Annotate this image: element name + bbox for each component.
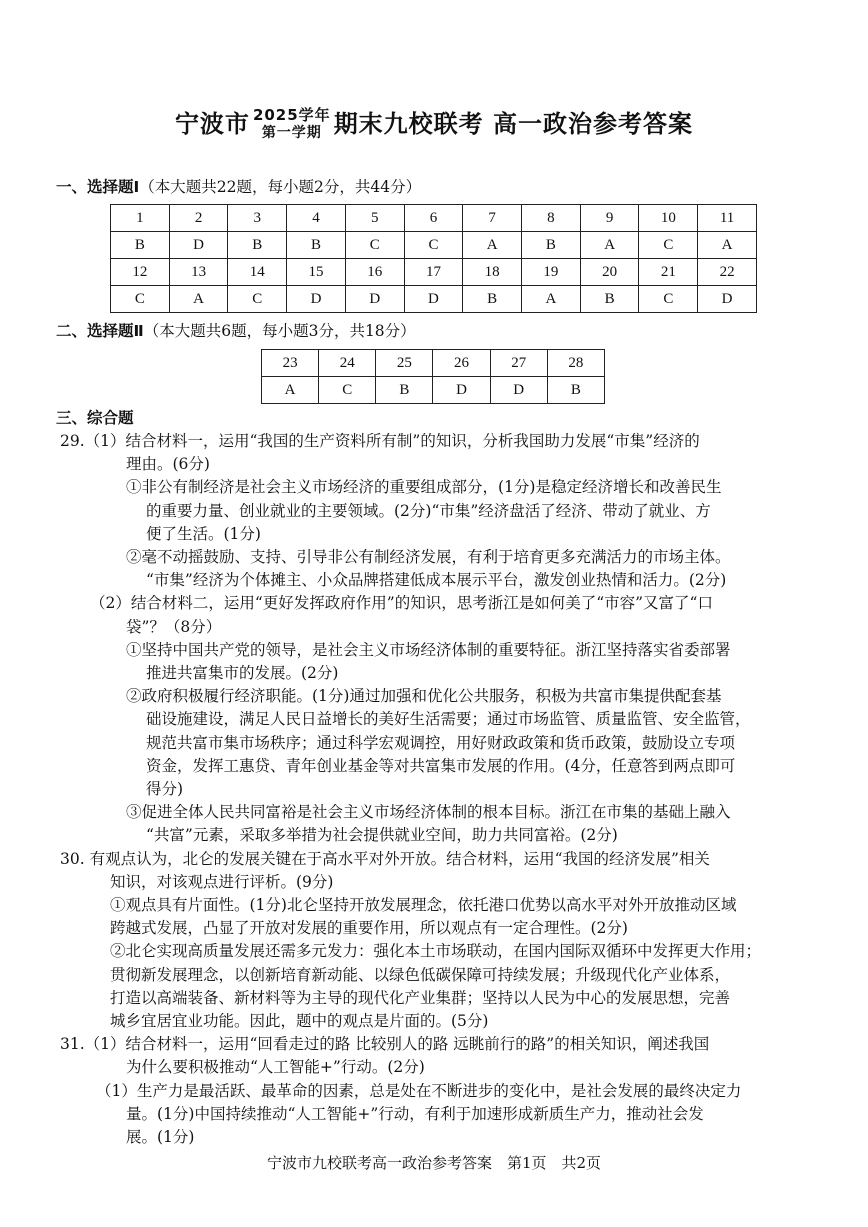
table-cell: A — [522, 286, 581, 313]
section1-heading: 一、选择题Ⅰ — [56, 178, 140, 196]
answer-line: （1）生产力是最活跃、最革命的因素，总是处在不断进步的变化中，是社会发展的最终决定力 — [96, 1081, 742, 1100]
answer-line: 便了生活。(1分) — [146, 524, 261, 543]
table-cell: B — [580, 286, 639, 313]
answer-line: ①非公有制经济是社会主义市场经济的重要组成部分，(1分)是稳定经济增长和改善民生 — [126, 478, 722, 497]
table-cell: D — [433, 377, 490, 404]
table-cell: C — [111, 286, 170, 313]
answer-line: 跨越式发展，凸显了开放对发展的重要作用，所以观点有一定合理性。(2分) — [110, 919, 628, 938]
table-cell: C — [345, 232, 404, 259]
section3-header — [56, 407, 134, 429]
answer-table-1 — [110, 204, 757, 313]
table-cell: 21 — [639, 259, 698, 286]
table-row — [111, 286, 757, 313]
table-cell: 3 — [228, 205, 287, 232]
table-row — [262, 350, 605, 377]
table-row — [111, 205, 757, 232]
answer-line: 城乡宜居宜业功能。因此，题中的观点是片面的。(5分) — [110, 1012, 489, 1030]
table-cell: 8 — [522, 205, 581, 232]
answer-line: 规范共富市集市场秩序；通过科学宏观调控，用好财政政策和货币政策，鼓励设立专项 — [146, 733, 736, 752]
answer-line: 础设施建设，满足人民日益增长的美好生活需要；通过市场监管、质量监管、安全监管， — [146, 710, 751, 729]
title-prefix: 宁波市 — [174, 110, 250, 138]
table-cell: A — [580, 232, 639, 259]
answer-line: 理由。(6分) — [126, 455, 210, 474]
answer-line: （2）结合材料二，运用“更好发挥政府作用”的知识，思考浙江是如何美了“市容”又富了“口 — [90, 594, 713, 613]
table-cell: B — [111, 232, 170, 259]
table-cell: A — [698, 232, 757, 259]
answer-line: ①观点具有片面性。(1分)北仑坚持开放发展理念，依托港口优势以高水平对外开放推动区域 — [110, 896, 737, 914]
table-cell: 12 — [111, 259, 170, 286]
answer-line: 得分) — [146, 780, 184, 798]
table-cell: C — [319, 377, 376, 404]
table-cell: C — [639, 232, 698, 259]
answer-line: ②北仑实现高质量发展还需多元发力：强化本土市场联动，在国内国际双循环中发挥更大作用； — [110, 942, 762, 961]
table-cell: 23 — [262, 350, 319, 377]
table-cell: 17 — [404, 259, 463, 286]
title-term: 第一学期 — [261, 125, 322, 141]
table-cell: 26 — [433, 350, 490, 377]
table-cell: C — [404, 232, 463, 259]
answer-line: “共富”元素，采取多举措为社会提供就业空间，助力共同富裕。(2分) — [146, 826, 618, 845]
table-cell: D — [169, 232, 228, 259]
table-cell: A — [262, 377, 319, 404]
answer-line: 31.（1）结合材料一，运用“回看走过的路 比较别人的路 远眺前行的路”的相关知识，阐述我国 — [60, 1035, 710, 1054]
table-cell: 20 — [580, 259, 639, 286]
table-cell: 2 — [169, 205, 228, 232]
answer-line: 30. 有观点认为，北仑的发展关键在于高水平对外开放。结合材料，运用“我国的经济发展”相关 — [60, 849, 710, 868]
answer-line: 量。(1分)中国持续推动“人工智能+”行动，有利于加速形成新质生产力，推动社会发 — [126, 1104, 704, 1123]
section2-heading: 二、选择题Ⅱ — [56, 322, 144, 340]
answer-line: 的重要力量、创业就业的主要领域。(2分)“市集”经济盘活了经济、带动了就业、方 — [146, 501, 711, 520]
table-cell: 5 — [345, 205, 404, 232]
table-cell: A — [463, 232, 522, 259]
table-cell: C — [228, 286, 287, 313]
table-cell: 27 — [490, 350, 547, 377]
table-cell: 25 — [376, 350, 433, 377]
section2-note: （本大题共6题，每小题3分，共18分） — [143, 322, 416, 340]
title-suffix: 期末九校联考 高一政治参考答案 — [333, 110, 694, 138]
table-cell: B — [522, 232, 581, 259]
answer-line: 展。(1分) — [126, 1128, 195, 1146]
table-cell: 18 — [463, 259, 522, 286]
table-cell: 6 — [404, 205, 463, 232]
table-cell: D — [345, 286, 404, 313]
answer-line: ②毫不动摇鼓励、支持、引导非公有制经济发展，有利于培育更多充满活力的市场主体。 — [126, 548, 731, 566]
section3-heading: 三、综合题 — [56, 409, 134, 427]
section1-note: （本大题共22题，每小题2分，共44分） — [139, 178, 422, 196]
table-cell: 19 — [522, 259, 581, 286]
table-cell: 11 — [698, 205, 757, 232]
answer-line: ①坚持中国共产党的领导，是社会主义市场经济体制的重要特征。浙江坚持落实省委部署 — [126, 640, 731, 659]
answer-line: 贯彻新发展理念，以创新培育新动能、以绿色低碳保障可持续发展；升级现代化产业体系， — [110, 965, 731, 984]
answer-line: 袋”？（8分） — [126, 617, 222, 636]
answer-line: ③促进全体人民共同富裕是社会主义市场经济体制的根本目标。浙江在市集的基础上融入 — [126, 803, 731, 822]
table-cell: 16 — [345, 259, 404, 286]
answer-line: “市集”经济为个体摊主、小众品牌搭建低成本展示平台，激发创业热情和活力。(2分) — [146, 571, 727, 590]
answer-line: 资金，发挥工惠贷、青年创业基金等对共富集市发展的作用。(4分，任意答到两点即可 — [146, 756, 736, 775]
page-footer: 宁波市九校联考高一政治参考答案 第1页 共2页 — [266, 1154, 602, 1172]
table-cell: B — [228, 232, 287, 259]
table-cell: 22 — [698, 259, 757, 286]
table-cell: B — [376, 377, 433, 404]
table-cell: 9 — [580, 205, 639, 232]
table-cell: B — [287, 232, 346, 259]
table-cell: 13 — [169, 259, 228, 286]
table-cell: 15 — [287, 259, 346, 286]
title-stack — [253, 106, 331, 142]
answer-line: 知识，对该观点进行评析。(9分) — [110, 872, 334, 891]
section1-header — [56, 176, 421, 198]
table-row — [262, 377, 605, 404]
table-cell: 4 — [287, 205, 346, 232]
document-title — [0, 106, 868, 142]
section2-header — [56, 320, 416, 342]
table-cell: C — [639, 286, 698, 313]
table-cell: B — [547, 377, 604, 404]
table-row — [111, 232, 757, 259]
table-cell: B — [463, 286, 522, 313]
table-cell: 7 — [463, 205, 522, 232]
table-row — [111, 259, 757, 286]
table-cell: D — [698, 286, 757, 313]
table-cell: D — [490, 377, 547, 404]
answer-line: 打造以高端装备、新材料等为主导的现代化产业集群；坚持以人民为中心的发展思想，完善 — [110, 988, 731, 1007]
table-cell: D — [404, 286, 463, 313]
table-cell: 1 — [111, 205, 170, 232]
answer-line: 为什么要积极推动“人工智能+”行动。(2分) — [126, 1058, 425, 1077]
answer-line: ②政府积极履行经济职能。(1分)通过加强和优化公共服务，积极为共富市集提供配套基 — [126, 687, 722, 706]
title-year: 2025学年 — [252, 106, 331, 124]
table-cell: 28 — [547, 350, 604, 377]
answer-line: 29.（1）结合材料一，运用“我国的生产资料所有制”的知识，分析我国助力发展“市集”经济的 — [60, 432, 700, 450]
table-cell: 24 — [319, 350, 376, 377]
table-cell: A — [169, 286, 228, 313]
table-cell: D — [287, 286, 346, 313]
answer-table-2 — [261, 349, 605, 404]
table-cell: 10 — [639, 205, 698, 232]
answer-line: 推进共富集市的发展。(2分) — [146, 664, 339, 682]
table-cell: 14 — [228, 259, 287, 286]
